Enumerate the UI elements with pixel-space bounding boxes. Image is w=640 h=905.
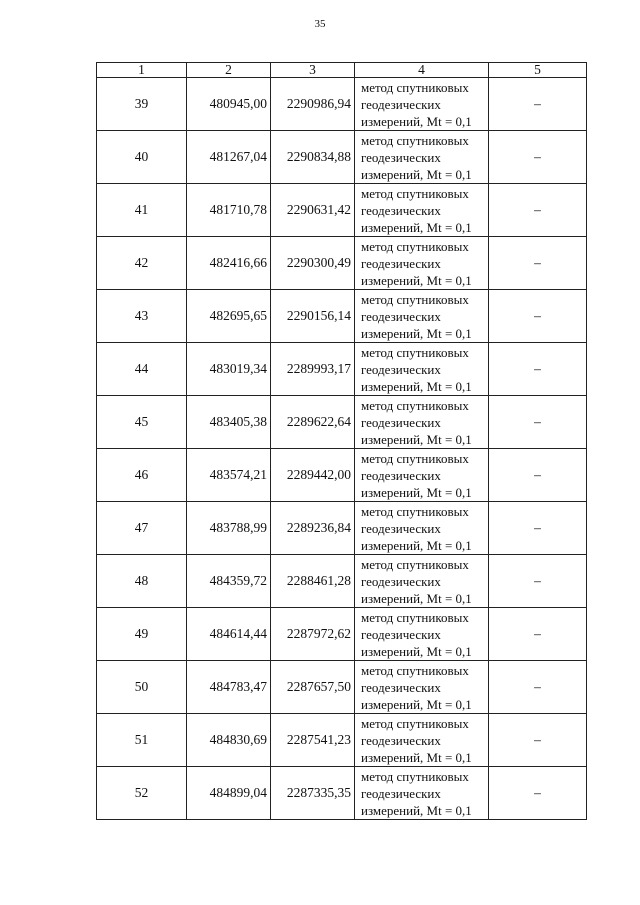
- point-number-cell: 50: [97, 661, 187, 714]
- method-line: геодезических: [361, 467, 441, 483]
- method-line: измерений, Mt = 0,1: [361, 272, 472, 288]
- method-line: измерений, Mt = 0,1: [361, 431, 472, 447]
- method-line: метод спутниковых: [361, 715, 469, 731]
- coordinates-table: [96, 62, 587, 820]
- method-line: геодезических: [361, 414, 441, 430]
- method-line: геодезических: [361, 520, 441, 536]
- coordinate-y-cell: 2290834,88: [271, 131, 355, 184]
- coordinate-x-cell: 480945,00: [187, 78, 271, 131]
- table-row: [97, 714, 587, 767]
- table-row: [97, 555, 587, 608]
- coordinate-x-cell: 483788,99: [187, 502, 271, 555]
- method-line: метод спутниковых: [361, 344, 469, 360]
- note-cell: –: [489, 131, 587, 184]
- method-line: измерений, Mt = 0,1: [361, 537, 472, 553]
- note-cell: –: [489, 555, 587, 608]
- method-line: геодезических: [361, 361, 441, 377]
- note-cell: –: [489, 237, 587, 290]
- table-row: [97, 343, 587, 396]
- coordinate-y-cell: 2290986,94: [271, 78, 355, 131]
- column-header: 1: [97, 63, 187, 78]
- note-cell: –: [489, 608, 587, 661]
- method-line: метод спутниковых: [361, 503, 469, 519]
- method-cell: [355, 449, 489, 502]
- table-row: [97, 502, 587, 555]
- coordinate-x-cell: 481267,04: [187, 131, 271, 184]
- method-cell: [355, 237, 489, 290]
- method-line: измерений, Mt = 0,1: [361, 219, 472, 235]
- coordinate-x-cell: 484783,47: [187, 661, 271, 714]
- note-cell: –: [489, 714, 587, 767]
- point-number-cell: 43: [97, 290, 187, 343]
- coordinate-x-cell: 484614,44: [187, 608, 271, 661]
- method-line: метод спутниковых: [361, 450, 469, 466]
- method-line: измерений, Mt = 0,1: [361, 802, 472, 818]
- table-row: [97, 78, 587, 131]
- coordinate-x-cell: 482416,66: [187, 237, 271, 290]
- table-row: [97, 449, 587, 502]
- coordinate-y-cell: 2287335,35: [271, 767, 355, 820]
- method-line: измерений, Mt = 0,1: [361, 325, 472, 341]
- method-line: геодезических: [361, 96, 441, 112]
- coordinate-x-cell: 483574,21: [187, 449, 271, 502]
- method-line: геодезических: [361, 573, 441, 589]
- method-line: геодезических: [361, 202, 441, 218]
- page-number: 35: [314, 18, 326, 30]
- note-cell: –: [489, 767, 587, 820]
- coordinate-x-cell: 484359,72: [187, 555, 271, 608]
- table-header-row: [97, 63, 587, 78]
- point-number-cell: 42: [97, 237, 187, 290]
- method-line: метод спутниковых: [361, 238, 469, 254]
- point-number-cell: 47: [97, 502, 187, 555]
- point-number-cell: 52: [97, 767, 187, 820]
- method-line: геодезических: [361, 732, 441, 748]
- method-line: геодезических: [361, 149, 441, 165]
- coordinate-y-cell: 2287657,50: [271, 661, 355, 714]
- coordinate-x-cell: 481710,78: [187, 184, 271, 237]
- table-row: [97, 131, 587, 184]
- coordinate-y-cell: 2289442,00: [271, 449, 355, 502]
- method-line: измерений, Mt = 0,1: [361, 749, 472, 765]
- method-cell: [355, 714, 489, 767]
- column-header: 3: [271, 63, 355, 78]
- coordinate-y-cell: 2290156,14: [271, 290, 355, 343]
- method-line: метод спутниковых: [361, 79, 469, 95]
- method-cell: [355, 555, 489, 608]
- column-header: 5: [489, 63, 587, 78]
- coordinate-x-cell: 483405,38: [187, 396, 271, 449]
- point-number-cell: 45: [97, 396, 187, 449]
- point-number-cell: 44: [97, 343, 187, 396]
- method-line: метод спутниковых: [361, 132, 469, 148]
- method-cell: [355, 608, 489, 661]
- method-line: геодезических: [361, 626, 441, 642]
- table-row: [97, 767, 587, 820]
- coordinate-y-cell: 2289993,17: [271, 343, 355, 396]
- table-row: [97, 184, 587, 237]
- column-header: 2: [187, 63, 271, 78]
- method-cell: [355, 290, 489, 343]
- method-line: измерений, Mt = 0,1: [361, 696, 472, 712]
- note-cell: –: [489, 661, 587, 714]
- method-line: геодезических: [361, 785, 441, 801]
- coordinate-y-cell: 2290300,49: [271, 237, 355, 290]
- method-line: метод спутниковых: [361, 768, 469, 784]
- method-line: геодезических: [361, 255, 441, 271]
- point-number-cell: 41: [97, 184, 187, 237]
- method-line: измерений, Mt = 0,1: [361, 590, 472, 606]
- note-cell: –: [489, 396, 587, 449]
- method-line: геодезических: [361, 679, 441, 695]
- method-line: измерений, Mt = 0,1: [361, 166, 472, 182]
- point-number-cell: 40: [97, 131, 187, 184]
- method-line: измерений, Mt = 0,1: [361, 113, 472, 129]
- method-line: измерений, Mt = 0,1: [361, 484, 472, 500]
- coordinate-y-cell: 2287972,62: [271, 608, 355, 661]
- table-body: [97, 78, 587, 820]
- method-line: метод спутниковых: [361, 185, 469, 201]
- coordinate-y-cell: 2287541,23: [271, 714, 355, 767]
- method-line: метод спутниковых: [361, 397, 469, 413]
- method-cell: [355, 78, 489, 131]
- method-line: метод спутниковых: [361, 556, 469, 572]
- coordinate-y-cell: 2289236,84: [271, 502, 355, 555]
- method-line: метод спутниковых: [361, 609, 469, 625]
- point-number-cell: 39: [97, 78, 187, 131]
- method-line: метод спутниковых: [361, 291, 469, 307]
- method-line: измерений, Mt = 0,1: [361, 378, 472, 394]
- note-cell: –: [489, 78, 587, 131]
- coordinate-x-cell: 484830,69: [187, 714, 271, 767]
- note-cell: –: [489, 343, 587, 396]
- table-row: [97, 290, 587, 343]
- note-cell: –: [489, 449, 587, 502]
- coordinate-y-cell: 2290631,42: [271, 184, 355, 237]
- note-cell: –: [489, 184, 587, 237]
- method-cell: [355, 396, 489, 449]
- column-header: 4: [355, 63, 489, 78]
- method-cell: [355, 343, 489, 396]
- method-cell: [355, 767, 489, 820]
- point-number-cell: 46: [97, 449, 187, 502]
- coordinate-y-cell: 2289622,64: [271, 396, 355, 449]
- note-cell: –: [489, 502, 587, 555]
- point-number-cell: 51: [97, 714, 187, 767]
- table-row: [97, 396, 587, 449]
- method-cell: [355, 184, 489, 237]
- method-cell: [355, 502, 489, 555]
- method-line: измерений, Mt = 0,1: [361, 643, 472, 659]
- method-line: геодезических: [361, 308, 441, 324]
- coordinate-x-cell: 483019,34: [187, 343, 271, 396]
- method-cell: [355, 131, 489, 184]
- coordinate-x-cell: 482695,65: [187, 290, 271, 343]
- table-row: [97, 608, 587, 661]
- point-number-cell: 48: [97, 555, 187, 608]
- table-row: [97, 237, 587, 290]
- note-cell: –: [489, 290, 587, 343]
- method-cell: [355, 661, 489, 714]
- coordinate-x-cell: 484899,04: [187, 767, 271, 820]
- point-number-cell: 49: [97, 608, 187, 661]
- method-line: метод спутниковых: [361, 662, 469, 678]
- coordinate-y-cell: 2288461,28: [271, 555, 355, 608]
- table-row: [97, 661, 587, 714]
